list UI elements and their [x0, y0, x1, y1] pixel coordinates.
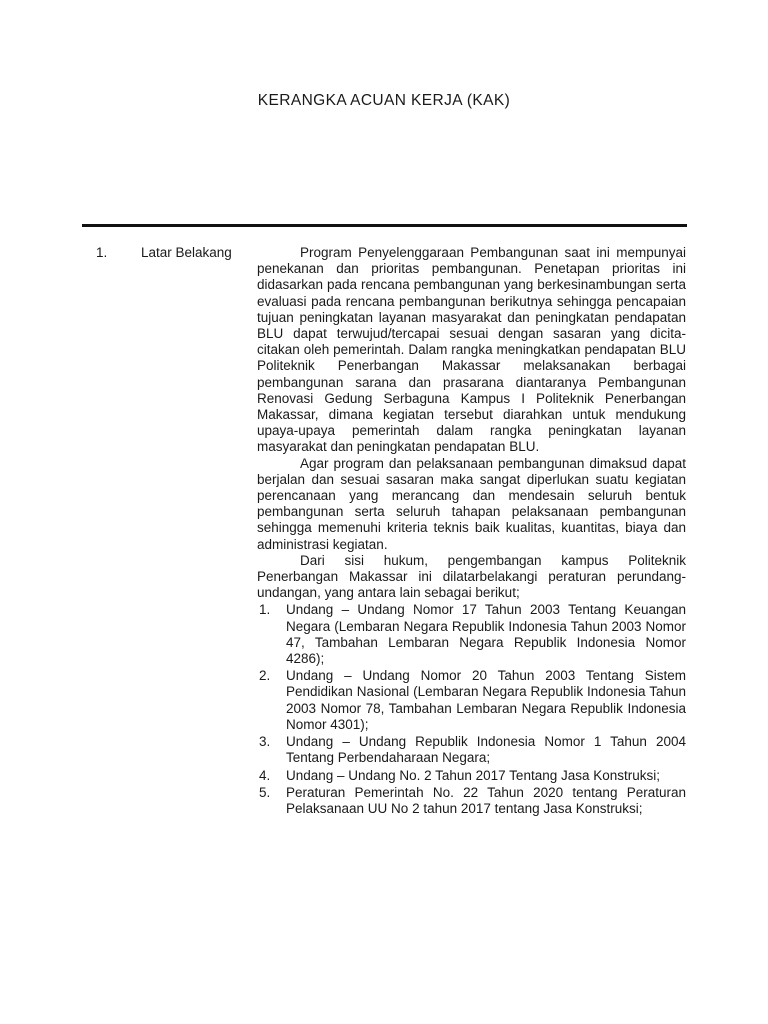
regulation-list — [257, 602, 686, 817]
list-item-number: 5. — [259, 784, 271, 800]
list-item-text: Peraturan Pemerintah No. 22 Tahun 2020 tentang Peraturan Pelaksanaan UU No 2 tahun 2017 tentang Jasa Konstruksi; — [286, 784, 686, 816]
list-item-number: 1. — [259, 602, 271, 618]
list-item — [257, 768, 686, 784]
document-title: KERANGKA ACUAN KERJA (KAK) — [257, 92, 511, 109]
section-number: 1. — [96, 245, 108, 260]
list-item-text: Undang – Undang Republik Indonesia Nomor 1 Tahun 2004 Tentang Perbendaharaan Negara; — [286, 734, 686, 766]
list-item — [257, 668, 686, 733]
paragraph: Program Penyelenggaraan Pembangunan saat ini mempunyai penekanan dan prioritas pembangunan. Penetapan prioritas ini didasarkan pada rencana pembangunan yang berkesinambungan serta evaluasi pada rencana pembangunan berikutnya sehingga pencapaian tujuan peningkatan layanan masyarakat dan peningkatan pendapatan BLU dapat terwujud/tercapai sesuai dengan sasaran yang dicita-citakan oleh pemerintah. Dalam rangka meningkatkan pendapatan BLU Politeknik Penerbangan Makassar melaksanakan berbagai pembangunan sarana dan prasarana diantaranya Pembangunan Renovasi Gedung Serbaguna Kampus I Politeknik Penerbangan Makassar, dimana kegiatan tersebut diarahkan untuk mendukung upaya-upaya pemerintah dalam rangka peningkatan layanan masyarakat dan peningkatan pendapatan BLU. — [257, 245, 686, 455]
header-divider — [82, 224, 687, 227]
section-content — [257, 245, 686, 817]
list-item — [257, 602, 686, 667]
list-item-text: Undang – Undang No. 2 Tahun 2017 Tentang Jasa Konstruksi; — [286, 767, 661, 783]
list-item-text: Undang – Undang Nomor 20 Tahun 2003 Tentang Sistem Pendidikan Nasional (Lembaran Negara Republik Indonesia Tahun 2003 Nomor 78, Tambahan Lembaran Negara Republik Indonesia Nomor 4301); — [286, 668, 686, 732]
section-label: Latar Belakang — [141, 245, 232, 260]
list-item — [257, 785, 686, 817]
paragraph: Agar program dan pelaksanaan pembangunan dimaksud dapat berjalan dan sesuai sasaran maka sangat diperlukan suatu kegiatan perencanaan yang merancang dan mendesain seluruh bentuk pembangunan serta seluruh tahapan pelaksanaan pembangunan sehingga memenuhi kriteria teknis baik kualitas, kuantitas, biaya dan administrasi kegiatan. — [257, 455, 686, 552]
list-item-number: 2. — [259, 668, 271, 684]
list-item-number: 4. — [259, 767, 271, 783]
list-item — [257, 734, 686, 766]
paragraph: Dari sisi hukum, pengembangan kampus Politeknik Penerbangan Makassar ini dilatarbelakangi peraturan perundang-undangan, yang antara lain sebagai berikut; — [257, 552, 686, 601]
list-item-number: 3. — [259, 734, 271, 750]
list-item-text: Undang – Undang Nomor 17 Tahun 2003 Tentang Keuangan Negara (Lembaran Negara Republik Indonesia Tahun 2003 Nomor 47, Tambahan Lembaran Negara Republik Indonesia Nomor 4286); — [286, 602, 686, 667]
